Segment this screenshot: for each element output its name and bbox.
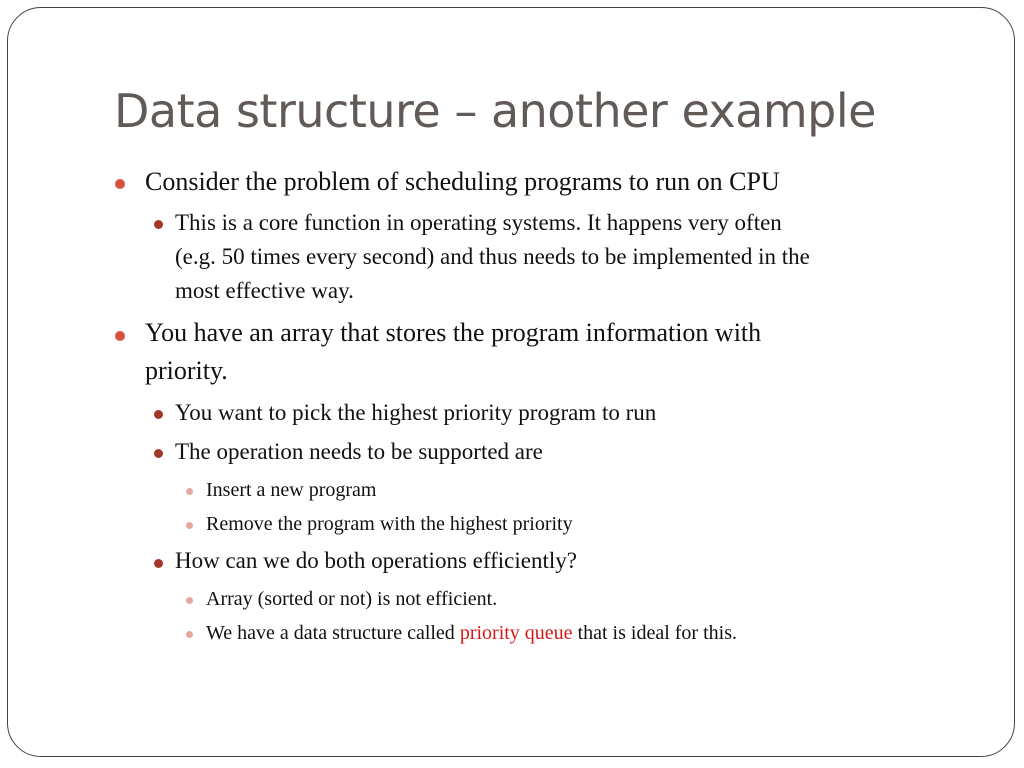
text-after: that is ideal for this.: [572, 622, 737, 644]
sub-sub-bullet-dot-icon: [186, 488, 193, 495]
sub-bullet-item: The operation needs to be supported are: [175, 439, 543, 464]
sub-bullet-item: How can we do both operations efficiently?: [175, 548, 577, 573]
sub-bullet-dot-icon: [154, 410, 163, 419]
sub-sub-bullet-item: Remove the program with the highest priority: [206, 513, 573, 535]
bullet-line: priority.: [145, 356, 228, 385]
bullet-dot-icon: [115, 179, 125, 189]
sub-sub-bullet-dot-icon: [186, 597, 193, 604]
sub-sub-bullet-item: Insert a new program: [206, 479, 377, 501]
sub-sub-bullet-item: [206, 622, 737, 645]
sub-bullet-line: most effective way.: [175, 278, 354, 303]
sub-bullet-item: You want to pick the highest priority program to run: [175, 400, 657, 425]
bullet-item: Consider the problem of scheduling programs to run on CPU: [145, 167, 780, 196]
highlight-priority-queue: priority queue: [459, 622, 573, 644]
slide-title: Data structure – another example: [114, 84, 876, 138]
sub-sub-bullet-item: Array (sorted or not) is not efficient.: [206, 588, 498, 610]
bullet-line: You have an array that stores the program information with: [145, 318, 762, 347]
sub-bullet-dot-icon: [154, 220, 163, 229]
text-before: We have a data structure called: [206, 622, 460, 644]
bullet-dot-icon: [115, 331, 125, 341]
sub-bullet-line: (e.g. 50 times every second) and thus needs to be implemented in the: [175, 244, 810, 269]
sub-bullet-dot-icon: [154, 559, 163, 568]
sub-sub-bullet-dot-icon: [186, 631, 193, 638]
sub-bullet-line: This is a core function in operating systems. It happens very often: [175, 210, 782, 235]
sub-bullet-dot-icon: [154, 449, 163, 458]
sub-sub-bullet-dot-icon: [186, 522, 193, 529]
